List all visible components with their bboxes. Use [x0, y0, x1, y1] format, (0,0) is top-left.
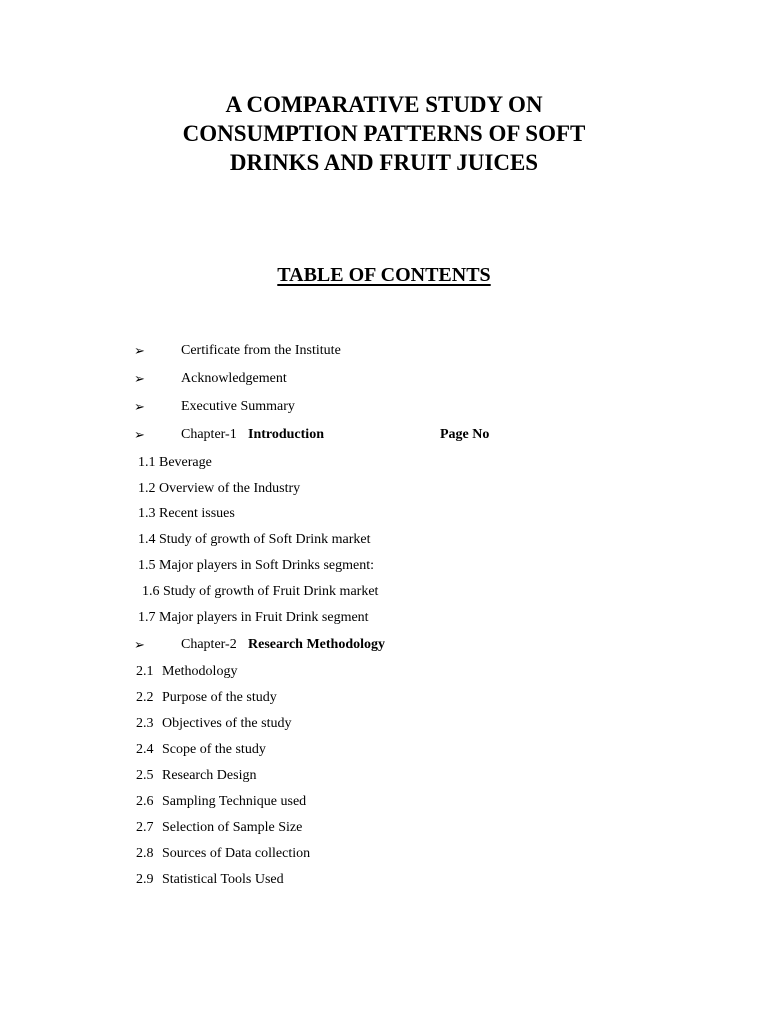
toc-section: [136, 741, 266, 759]
toc-entry-label: Certificate from the Institute: [181, 343, 341, 358]
section-label: Sources of Data collection: [162, 846, 311, 861]
chapter-prefix: Chapter-1: [181, 427, 237, 442]
section-label: Scope of the study: [162, 742, 266, 757]
arrow-bullet-icon: ➢: [134, 371, 145, 386]
toc-section: 1.2 Overview of the Industry: [138, 481, 301, 496]
arrow-bullet-icon: ➢: [134, 399, 145, 414]
section-label: Objectives of the study: [162, 716, 292, 731]
section-number: 2.7: [136, 820, 154, 835]
title-line: CONSUMPTION PATTERNS OF SOFT: [182, 121, 586, 146]
toc-section: [136, 871, 284, 889]
section-number: 2.4: [136, 742, 154, 757]
toc-section: 1.4 Study of growth of Soft Drink market: [138, 532, 371, 547]
arrow-bullet-icon: ➢: [134, 637, 145, 652]
section-number: 2.8: [136, 846, 154, 861]
toc-section: [136, 793, 306, 811]
toc-section: [136, 819, 302, 837]
section-label: Research Design: [162, 768, 257, 783]
toc-section: [136, 689, 277, 707]
chapter-title: Introduction: [248, 427, 324, 442]
section-number: 2.5: [136, 768, 154, 783]
toc-section: 1.5 Major players in Soft Drinks segment:: [138, 558, 375, 573]
section-label: Statistical Tools Used: [162, 872, 284, 887]
chapter-title: Research Methodology: [248, 637, 385, 652]
section-number: 2.2: [136, 690, 154, 705]
title-line: A COMPARATIVE STUDY ON: [225, 92, 543, 117]
page-no-label: Page No: [440, 427, 490, 442]
toc-entry-label: Acknowledgement: [181, 371, 287, 386]
toc-section: [136, 767, 256, 785]
chapter-prefix: Chapter-2: [181, 637, 237, 652]
section-label: Selection of Sample Size: [162, 820, 303, 835]
toc-section: 1.7 Major players in Fruit Drink segment: [138, 610, 369, 625]
section-label: Sampling Technique used: [162, 794, 307, 809]
toc-section: [136, 715, 291, 733]
section-label: Methodology: [162, 664, 238, 679]
toc-section: [136, 845, 310, 863]
arrow-bullet-icon: ➢: [134, 343, 145, 358]
toc-section: [136, 663, 237, 681]
section-number: 2.9: [136, 872, 154, 887]
section-label: Purpose of the study: [162, 690, 277, 705]
toc-section: 1.3 Recent issues: [138, 506, 235, 521]
toc-section: 1.1 Beverage: [138, 455, 212, 470]
document-title: [0, 90, 768, 177]
section-number: 2.1: [136, 664, 154, 679]
section-number: 2.3: [136, 716, 154, 731]
toc-entry-label: Executive Summary: [181, 399, 295, 414]
title-line: DRINKS AND FRUIT JUICES: [229, 150, 539, 175]
section-number: 2.6: [136, 794, 154, 809]
toc-section: 1.6 Study of growth of Fruit Drink market: [142, 584, 379, 599]
arrow-bullet-icon: ➢: [134, 427, 145, 442]
toc-heading: TABLE OF CONTENTS: [277, 264, 491, 286]
